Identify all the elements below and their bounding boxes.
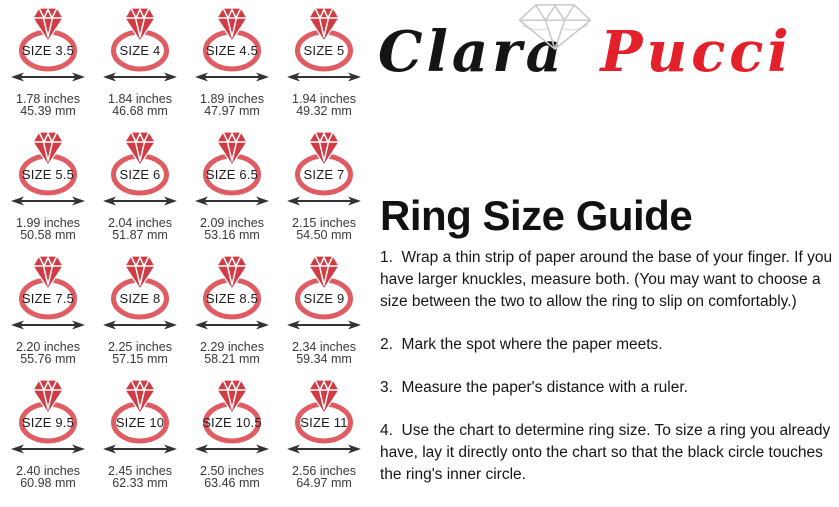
ring-diameter-inches: 2.09 inches bbox=[200, 216, 264, 230]
diameter-arrow-icon bbox=[103, 195, 177, 207]
diameter-arrow-icon bbox=[287, 195, 361, 207]
instructions-list bbox=[380, 247, 838, 507]
diameter-arrow-icon bbox=[195, 319, 269, 331]
ring-icon bbox=[186, 128, 278, 196]
ring-size-label: SIZE 4.5 bbox=[205, 43, 259, 58]
instruction-step-3: 3. Measure the paper's distance with a ruler. bbox=[380, 379, 688, 396]
diameter-arrow-icon bbox=[11, 443, 85, 455]
ring-icon bbox=[94, 376, 186, 444]
brand-logo bbox=[378, 0, 838, 100]
ring-icon bbox=[186, 376, 278, 444]
ring-diameter-inches: 1.78 inches bbox=[16, 92, 80, 106]
ring-diameter-mm: 62.33 mm bbox=[112, 476, 168, 490]
ring-diameter-inches: 1.84 inches bbox=[108, 92, 172, 106]
diameter-arrow-icon bbox=[287, 71, 361, 83]
ring-diameter-inches: 2.29 inches bbox=[200, 340, 264, 354]
ring-size-cell bbox=[278, 126, 370, 250]
ring-diameter-mm: 55.76 mm bbox=[20, 352, 76, 366]
ring-diameter-mm: 63.46 mm bbox=[204, 476, 260, 490]
ring-measurements bbox=[94, 341, 186, 365]
diameter-arrow-icon bbox=[103, 319, 177, 331]
ring-size-cell bbox=[2, 126, 94, 250]
ring-size-label: SIZE 8.5 bbox=[205, 291, 259, 306]
ring-size-label: SIZE 5.5 bbox=[21, 167, 75, 182]
diameter-arrow-icon bbox=[287, 443, 361, 455]
ring-size-cell bbox=[94, 250, 186, 374]
ring-diameter-inches: 1.89 inches bbox=[200, 92, 264, 106]
ring-measurements bbox=[2, 341, 94, 365]
ring-diameter-mm: 57.15 mm bbox=[112, 352, 168, 366]
ring-size-cell bbox=[2, 250, 94, 374]
ring-diameter-inches: 2.34 inches bbox=[292, 340, 356, 354]
ring-size-cell bbox=[94, 126, 186, 250]
ring-icon bbox=[2, 128, 94, 196]
ring-icon bbox=[94, 128, 186, 196]
ring-size-label: SIZE 8 bbox=[119, 291, 161, 306]
ring-size-cell bbox=[186, 126, 278, 250]
ring-size-cell bbox=[186, 2, 278, 126]
ring-measurements bbox=[2, 465, 94, 489]
ring-icon bbox=[2, 376, 94, 444]
ring-measurements bbox=[94, 217, 186, 241]
instruction-step-4: 4. Use the chart to determine ring size. To size a ring you already have, lay it directly onto the chart so that the black circle touches the ring's inner circle. bbox=[380, 422, 835, 483]
ring-measurements bbox=[186, 217, 278, 241]
ring-size-cell bbox=[2, 2, 94, 126]
ring-diameter-mm: 54.50 mm bbox=[296, 228, 352, 242]
ring-diameter-mm: 50.58 mm bbox=[20, 228, 76, 242]
ring-diameter-mm: 60.98 mm bbox=[20, 476, 76, 490]
ring-measurements bbox=[2, 217, 94, 241]
ring-icon bbox=[2, 252, 94, 320]
ring-diameter-mm: 46.68 mm bbox=[112, 104, 168, 118]
ring-diameter-inches: 1.94 inches bbox=[292, 92, 356, 106]
ring-size-cell bbox=[278, 374, 370, 498]
diameter-arrow-icon bbox=[195, 443, 269, 455]
ring-size-label: SIZE 11 bbox=[300, 415, 348, 430]
ring-icon bbox=[186, 4, 278, 72]
ring-diameter-mm: 49.32 mm bbox=[296, 104, 352, 118]
diameter-arrow-icon bbox=[287, 319, 361, 331]
instruction-step-1: 1. Wrap a thin strip of paper around the base of your finger. If you have larger knuckles, measure both. (You may want to choose a size between the two to allow the ring to slip on comfortably.) bbox=[380, 249, 837, 310]
diameter-arrow-icon bbox=[11, 71, 85, 83]
ring-size-label: SIZE 10.5 bbox=[202, 415, 262, 430]
ring-size-label: SIZE 7 bbox=[303, 167, 345, 182]
ring-diameter-inches: 2.20 inches bbox=[16, 340, 80, 354]
diameter-arrow-icon bbox=[103, 443, 177, 455]
ring-icon bbox=[94, 252, 186, 320]
ring-measurements bbox=[278, 93, 370, 117]
diameter-arrow-icon bbox=[195, 195, 269, 207]
ring-size-cell bbox=[94, 374, 186, 498]
ring-measurements bbox=[186, 93, 278, 117]
ring-diameter-inches: 1.99 inches bbox=[16, 216, 80, 230]
ring-diameter-mm: 51.87 mm bbox=[112, 228, 168, 242]
ring-diameter-mm: 58.21 mm bbox=[204, 352, 260, 366]
ring-size-label: SIZE 6.5 bbox=[205, 167, 259, 182]
instruction-step-2: 2. Mark the spot where the paper meets. bbox=[380, 336, 663, 353]
ring-icon bbox=[278, 128, 370, 196]
ring-diameter-mm: 53.16 mm bbox=[204, 228, 260, 242]
ring-size-cell bbox=[2, 374, 94, 498]
ring-diameter-inches: 2.40 inches bbox=[16, 464, 80, 478]
ring-measurements bbox=[186, 341, 278, 365]
ring-size-cell bbox=[94, 2, 186, 126]
ring-size-cell bbox=[186, 250, 278, 374]
ring-size-label: SIZE 3.5 bbox=[21, 43, 75, 58]
ring-size-label: SIZE 5 bbox=[303, 43, 345, 58]
ring-diameter-mm: 64.97 mm bbox=[296, 476, 352, 490]
ring-size-label: SIZE 4 bbox=[119, 43, 161, 58]
ring-diameter-inches: 2.15 inches bbox=[292, 216, 356, 230]
brand-name-clara: Clara bbox=[378, 19, 566, 85]
ring-measurements bbox=[186, 465, 278, 489]
diameter-arrow-icon bbox=[103, 71, 177, 83]
ring-measurements bbox=[278, 465, 370, 489]
brand-name-pucci: Pucci bbox=[600, 19, 793, 85]
ring-size-label: SIZE 7.5 bbox=[21, 291, 75, 306]
ring-diameter-inches: 2.56 inches bbox=[292, 464, 356, 478]
ring-diameter-inches: 2.04 inches bbox=[108, 216, 172, 230]
ring-diameter-inches: 2.50 inches bbox=[200, 464, 264, 478]
ring-icon bbox=[278, 4, 370, 72]
ring-icon bbox=[278, 376, 370, 444]
ring-size-label: SIZE 9 bbox=[303, 291, 345, 306]
ring-size-cell bbox=[278, 2, 370, 126]
ring-measurements bbox=[278, 217, 370, 241]
ring-icon bbox=[278, 252, 370, 320]
ring-measurements bbox=[2, 93, 94, 117]
ring-size-label: SIZE 9.5 bbox=[21, 415, 75, 430]
ring-diameter-mm: 47.97 mm bbox=[204, 104, 260, 118]
ring-size-cell bbox=[278, 250, 370, 374]
ring-diameter-mm: 45.39 mm bbox=[20, 104, 76, 118]
ring-size-label: SIZE 6 bbox=[119, 167, 161, 182]
diameter-arrow-icon bbox=[11, 319, 85, 331]
diameter-arrow-icon bbox=[11, 195, 85, 207]
ring-size-label: SIZE 10 bbox=[115, 415, 165, 430]
ring-icon bbox=[2, 4, 94, 72]
ring-diameter-inches: 2.25 inches bbox=[108, 340, 172, 354]
ring-measurements bbox=[94, 93, 186, 117]
ring-measurements bbox=[94, 465, 186, 489]
diamond-outline-icon bbox=[516, 2, 594, 52]
page-title: Ring Size Guide bbox=[380, 192, 693, 239]
ring-icon bbox=[186, 252, 278, 320]
ring-measurements bbox=[278, 341, 370, 365]
ring-size-chart bbox=[2, 2, 370, 500]
ring-size-cell bbox=[186, 374, 278, 498]
ring-diameter-mm: 59.34 mm bbox=[296, 352, 352, 366]
info-panel bbox=[378, 0, 838, 501]
ring-icon bbox=[94, 4, 186, 72]
ring-diameter-inches: 2.45 inches bbox=[108, 464, 172, 478]
diameter-arrow-icon bbox=[195, 71, 269, 83]
